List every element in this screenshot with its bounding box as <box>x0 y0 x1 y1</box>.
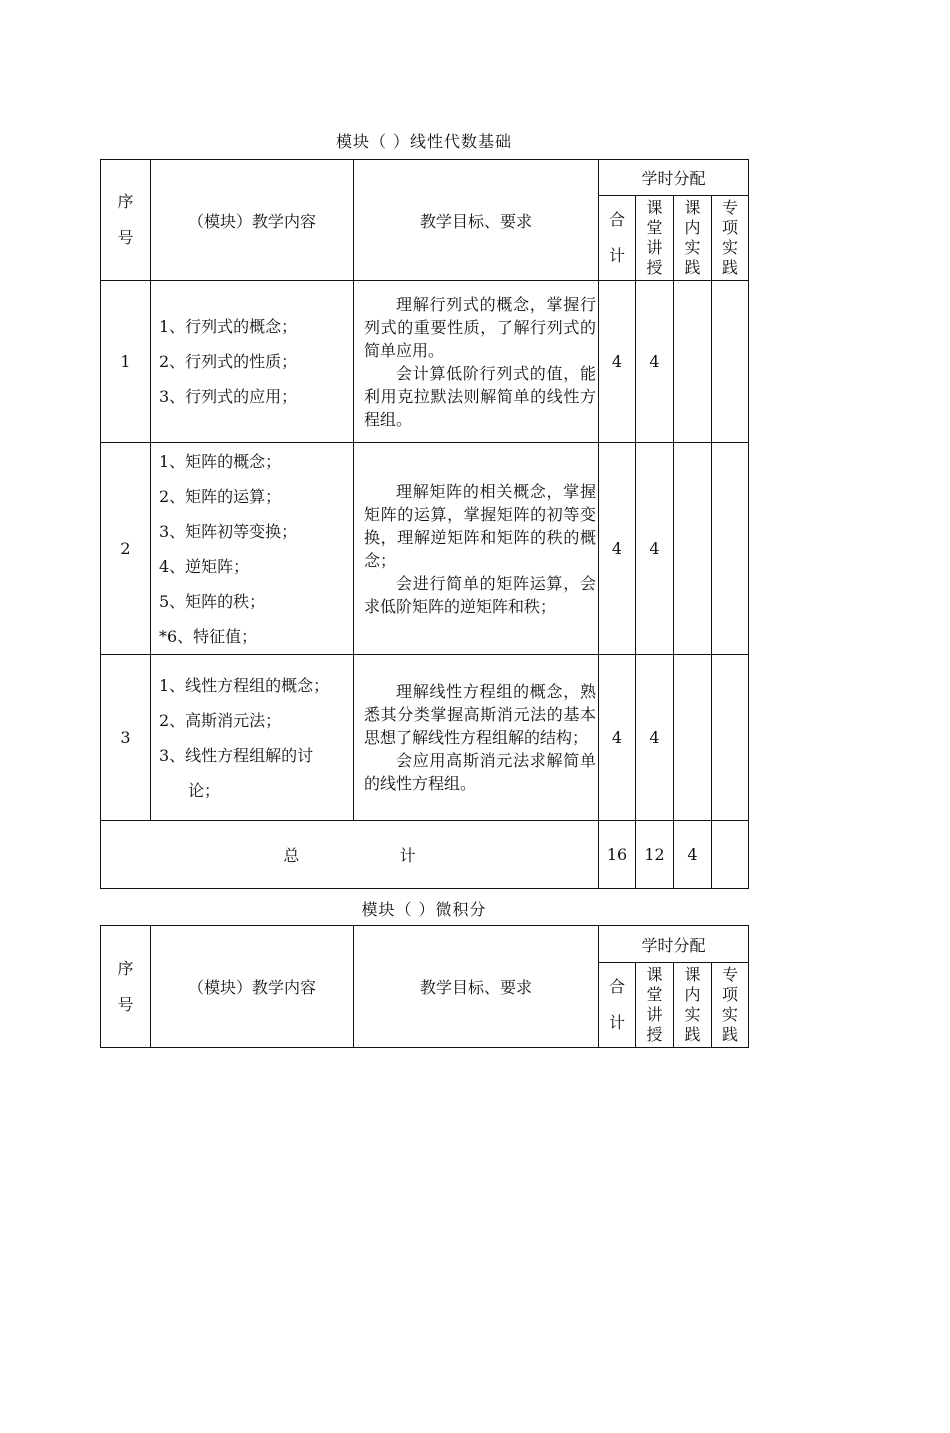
header-inclass-text: 课内实践 <box>684 198 701 277</box>
sum-row <box>101 821 749 889</box>
list-item: 1、行列式的概念； <box>159 317 298 336</box>
header-special <box>712 196 749 281</box>
row-content <box>151 443 354 655</box>
row-goal <box>354 443 599 655</box>
header-seq-text: 序号 <box>117 958 134 1014</box>
header-special-text: 专项实践 <box>722 198 739 277</box>
list-item: 4、逆矩阵； <box>159 556 250 576</box>
row-special <box>712 443 749 655</box>
row-lecture: 4 <box>636 655 674 821</box>
table-row <box>101 281 749 443</box>
table-row <box>101 443 749 655</box>
list-item: 2、矩阵的运算； <box>159 486 282 506</box>
row-total: 4 <box>599 655 636 821</box>
row-goal <box>354 655 599 821</box>
header-total <box>599 963 636 1048</box>
list-item: 3、矩阵初等变换； <box>159 521 298 541</box>
row-inclass <box>674 443 712 655</box>
module1-table <box>100 159 749 889</box>
list-item: 论； <box>188 780 221 800</box>
row-special <box>712 655 749 821</box>
header-hours: 学时分配 <box>599 160 749 196</box>
row-content <box>151 655 354 821</box>
goal-paragraph: 理解矩阵的相关概念，掌握矩阵的运算，掌握矩阵的初等变换，理解逆矩阵和矩阵的秩的概念； <box>364 481 596 570</box>
list-item: 1、线性方程组的概念； <box>159 675 330 695</box>
header-total-text: 合计 <box>609 210 626 265</box>
header-special <box>712 963 749 1048</box>
list-item: 1、矩阵的概念； <box>159 451 282 471</box>
header-lecture <box>636 196 674 281</box>
row-seq: 1 <box>101 281 151 443</box>
row-seq: 3 <box>101 655 151 821</box>
goal-paragraph: 会计算低阶行列式的值，能利用克拉默法则解简单的线性方程组。 <box>364 363 596 429</box>
header-hours: 学时分配 <box>599 926 749 963</box>
list-item: 2、高斯消元法； <box>159 710 282 730</box>
sum-special <box>712 821 749 889</box>
sum-label-left: 总 <box>283 846 300 865</box>
header-seq <box>101 160 151 281</box>
header-seq-text: 序号 <box>117 192 134 247</box>
row-special <box>712 281 749 443</box>
header-content: （模块）教学内容 <box>151 926 354 1048</box>
header-inclass-text: 课内实践 <box>684 965 701 1044</box>
sum-lecture: 12 <box>636 821 674 889</box>
row-inclass <box>674 281 712 443</box>
module2-table <box>100 925 749 1048</box>
header-total-text: 合计 <box>609 977 626 1032</box>
header-inclass <box>674 963 712 1048</box>
row-inclass <box>674 655 712 821</box>
list-item: 5、矩阵的秩； <box>159 591 266 611</box>
table-row <box>101 655 749 821</box>
row-seq: 2 <box>101 443 151 655</box>
header-seq <box>101 926 151 1048</box>
list-item: 3、行列式的应用； <box>159 387 298 406</box>
row-goal <box>354 281 599 443</box>
list-item: 3、线性方程组解的讨 <box>159 745 314 765</box>
header-lecture-text: 课堂讲授 <box>646 198 663 277</box>
header-goal: 教学目标、要求 <box>354 926 599 1048</box>
row-total: 4 <box>599 443 636 655</box>
goal-paragraph: 会应用高斯消元法求解简单的线性方程组。 <box>364 751 596 793</box>
header-inclass <box>674 196 712 281</box>
goal-paragraph: 理解线性方程组的概念，熟悉其分类掌握高斯消元法的基本思想了解线性方程组解的结构； <box>364 682 596 747</box>
header-special-text: 专项实践 <box>722 965 739 1044</box>
row-lecture: 4 <box>636 443 674 655</box>
header-content: （模块）教学内容 <box>151 160 354 281</box>
goal-paragraph: 会进行简单的矩阵运算，会求低阶矩阵的逆矩阵和秩； <box>364 573 596 616</box>
goal-paragraph: 理解行列式的概念，掌握行列式的重要性质，了解行列式的简单应用。 <box>364 294 596 360</box>
module2-title: 模块（ ）微积分 <box>361 900 487 919</box>
header-goal: 教学目标、要求 <box>354 160 599 281</box>
row-total: 4 <box>599 281 636 443</box>
header-lecture-text: 课堂讲授 <box>646 965 663 1044</box>
sum-label-right: 计 <box>399 846 416 865</box>
header-lecture <box>636 963 674 1048</box>
sum-label <box>101 821 599 889</box>
row-lecture: 4 <box>636 281 674 443</box>
header-total <box>599 196 636 281</box>
module1-title: 模块（ ）线性代数基础 <box>335 132 513 151</box>
sum-total: 16 <box>599 821 636 889</box>
list-item: 2、行列式的性质； <box>159 352 298 371</box>
list-item: *6、特征值； <box>159 626 258 646</box>
row-content <box>151 281 354 443</box>
sum-inclass: 4 <box>674 821 712 889</box>
